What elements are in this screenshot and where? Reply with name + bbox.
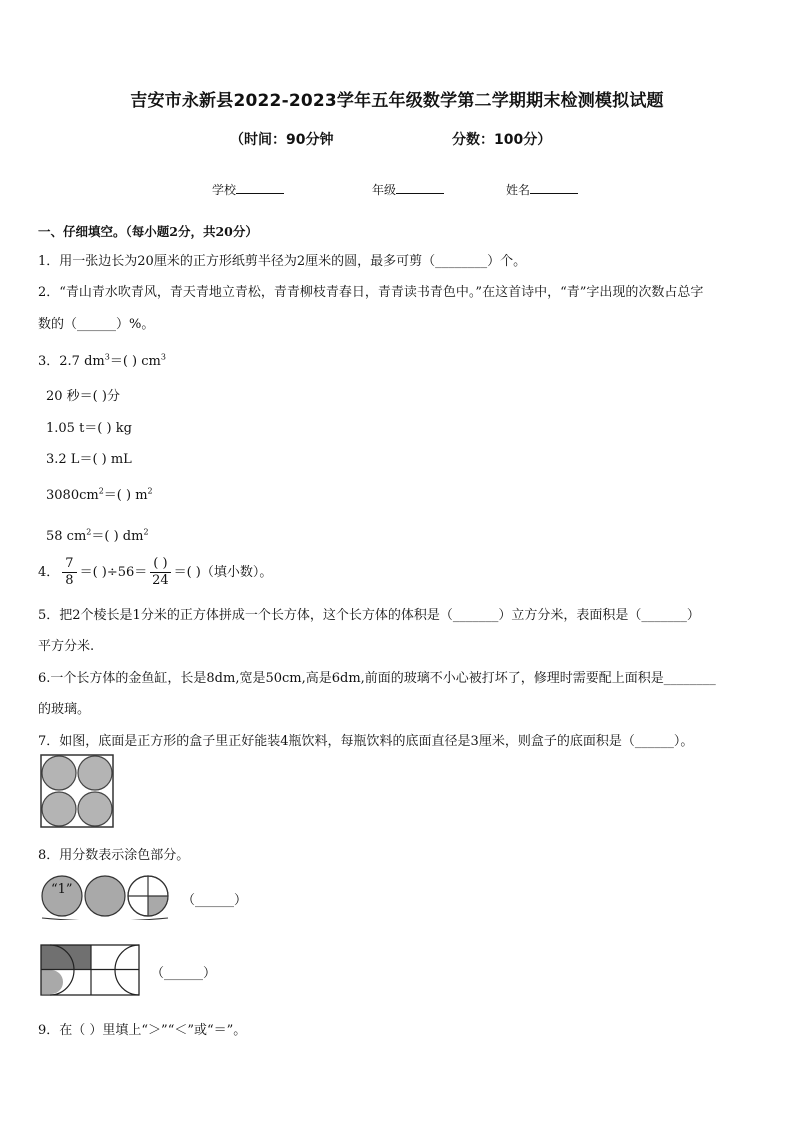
question-3-line-2: 20 秒＝( )分 [46,389,120,404]
circles-fraction-figure [40,874,172,920]
question-3-line-6: 58 $cm^2=$( ) $dm^2$ [46,527,149,544]
fraction-blank-24: $\frac{( )}{24}$ [152,556,169,588]
school-label: 学校 [212,183,237,197]
question-1: 1．用一张边长为20厘米的正方形纸剪半径为2厘米的圆，最多可剪（________）个。 [38,254,527,269]
fraction-7-8: $\frac{7}{8}$ [62,556,76,589]
question-6-line-2: 的玻璃。 [38,702,91,717]
grade-blank[interactable] [396,183,444,194]
school-field [212,181,284,198]
question-6-line-1: 6.一个长方体的金鱼缸，长是8dm,宽是50cm,高是6dm,前面的玻璃不小心被打坏了，修理时需要配上面积是________ [38,671,716,686]
answer-blank-rectangle[interactable]: （______） [151,966,217,981]
question-2-line-1: 2．“青山青水吹青风，青天青地立青松，青青柳枝青春日，青青读书青色中。”在这首诗中，“青”字出现的次数占总字 [38,285,704,300]
circle-one-label: “1” [51,882,73,897]
question-9: 9．在（ ）里填上“＞”“＜”或“＝”。 [38,1023,247,1038]
question-5-line-1: 5．把2个棱长是1分米的正方体拼成一个长方体，这个长方体的体积是（_______）立方分米，表面积是（_______） [38,608,700,623]
time-info: （时间：90分钟 [230,132,334,148]
grade-field [372,181,444,198]
question-5-line-2: 平方分米. [38,639,95,654]
name-label: 姓名 [506,183,531,197]
question-4: 4． $\frac{7}{8}$ ＝( )÷56＝ $\frac{( )}{24}$ ＝( )（填小数）。 [38,556,273,588]
question-2-line-2: 数的（______）%。 [38,317,155,332]
question-3-line-1: 3．2.7 $dm^3=$( ) $cm^3$ [38,352,166,369]
name-blank[interactable] [530,183,578,194]
school-blank[interactable] [236,183,284,194]
question-7: 7．如图，底面是正方形的盒子里正好能装4瓶饮料，每瓶饮料的底面直径是3厘米，则盒子的底面积是（______）。 [38,734,694,749]
question-8: 8．用分数表示涂色部分。 [38,848,190,863]
rectangle-fraction-figure [40,944,140,996]
score-info: 分数：100分） [452,132,552,148]
answer-blank-circles[interactable]: （______） [182,893,248,908]
question-3-line-4: 3.2 L＝( ) mL [46,452,132,467]
question-3-line-3: 1.05 t＝( ) kg [46,421,132,436]
name-field [506,181,578,198]
box-with-four-cans-figure [40,754,114,828]
section-heading: 一、仔细填空。（每小题2分，共20分） [38,224,258,239]
page-title: 吉安市永新县2022-2023学年五年级数学第二学期期末检测模拟试题 [130,91,664,111]
question-3-line-5: $3080cm^2=$( ) $m^2$ [46,486,153,503]
grade-label: 年级 [372,183,397,197]
